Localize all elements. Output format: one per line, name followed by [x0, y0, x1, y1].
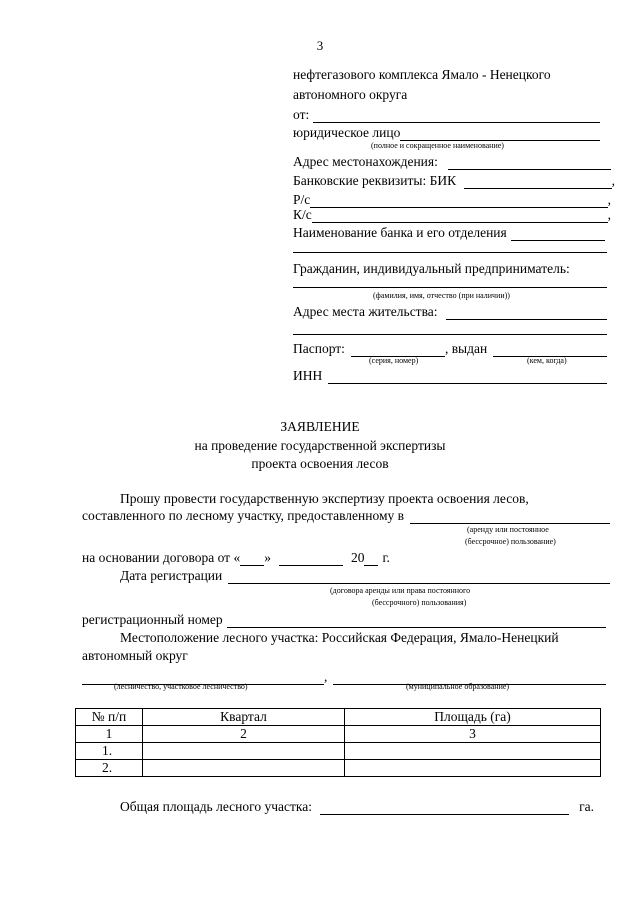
inn-row: [293, 366, 607, 384]
contract-row: [82, 548, 390, 566]
bank-name-line2[interactable]: [293, 252, 607, 253]
reg-date-label: Дата регистрации: [120, 568, 223, 583]
from-field[interactable]: [313, 109, 600, 123]
forestry-hint: (лесничество, участковое лесничество): [114, 682, 248, 691]
passport-label: Паспорт:: [293, 341, 345, 356]
table-cell: 1: [76, 726, 143, 743]
table-header-row: [76, 709, 601, 726]
table-cell-input[interactable]: [143, 743, 345, 760]
address-row: [293, 152, 611, 170]
total-area-field[interactable]: [320, 801, 569, 815]
ks-field[interactable]: [312, 209, 608, 223]
fio-hint: (фамилия, имя, отчество (при наличии)): [373, 291, 510, 300]
address-field[interactable]: [448, 156, 611, 170]
document-subtitle-line2: проекта освоения лесов: [251, 456, 389, 471]
page-number: 3: [316, 38, 324, 53]
col-area-header: Площадь (га): [345, 709, 601, 726]
legal-entity-field[interactable]: [400, 127, 600, 141]
contract-year-prefix: 20: [350, 550, 365, 565]
recipient-line2: автономного округа: [293, 87, 408, 102]
from-row: [293, 105, 600, 123]
request-line2-row: [82, 506, 610, 524]
lease-type-field[interactable]: [410, 510, 610, 524]
col-quarter-header: Квартал: [143, 709, 345, 726]
document-subtitle-line1: на проведение государственной экспертизы: [194, 438, 446, 453]
bank-name-label: Наименование банка и его отделения: [293, 225, 507, 240]
issued-label: , выдан: [444, 341, 488, 356]
rs-label: Р/с: [293, 192, 311, 207]
contract-label: на основании договора от «: [82, 550, 241, 565]
table-row: [76, 743, 601, 760]
total-area-unit: га.: [579, 799, 594, 814]
recipient-line1: нефтегазового комплекса Ямало - Ненецкого: [293, 67, 551, 82]
reg-date-row: [120, 566, 610, 584]
bank-name-row: [293, 223, 605, 241]
reg-number-label: регистрационный номер: [82, 612, 223, 627]
table-cell: 2.: [76, 760, 143, 777]
col-number-header: № п/п: [76, 709, 143, 726]
residence-label: Адрес места жительства:: [293, 304, 438, 319]
issued-hint: (кем, когда): [527, 356, 567, 365]
lease-hint1: (аренду или постоянное: [467, 525, 549, 534]
residence-line2[interactable]: [293, 334, 607, 335]
bank-name-field[interactable]: [511, 227, 605, 241]
total-area-row: [120, 797, 594, 815]
legal-entity-label: юридическое лицо: [293, 125, 401, 140]
fio-field[interactable]: [293, 287, 607, 288]
location-line2: автономный округ: [82, 648, 188, 663]
issued-by-field[interactable]: [493, 343, 607, 357]
contract-year-field[interactable]: [364, 552, 378, 566]
legal-entity-row: [293, 123, 600, 141]
table-cell: 2: [143, 726, 345, 743]
reg-number-row: [82, 610, 606, 628]
contract-month-field[interactable]: [279, 552, 343, 566]
request-line1: Прошу провести государственную экспертизу проекта освоения лесов,: [120, 491, 529, 506]
table-cell: 1.: [76, 743, 143, 760]
table-cell: 3: [345, 726, 601, 743]
legal-entity-hint: (полное и сокращенное наименование): [371, 141, 504, 150]
citizen-label: Гражданин, индивидуальный предприниматель:: [293, 261, 570, 276]
table-cell-input[interactable]: [143, 760, 345, 777]
table-row: [76, 726, 601, 743]
reg-hint2: (бессрочного) пользования): [372, 598, 467, 607]
total-area-label: Общая площадь лесного участка:: [120, 799, 312, 814]
ks-row: К/с ,: [293, 207, 611, 222]
plots-table: [75, 708, 601, 777]
inn-label: ИНН: [293, 368, 323, 383]
bik-field[interactable]: [464, 175, 612, 189]
request-line2: составленного по лесному участку, предоставленному в: [82, 508, 405, 523]
reg-hint1: (договора аренды или права постоянного: [330, 586, 471, 595]
passport-row: [293, 339, 607, 357]
contract-day-field[interactable]: [240, 552, 264, 566]
reg-date-field[interactable]: [228, 570, 610, 584]
from-label: от:: [293, 107, 310, 122]
contract-year-suffix: г.: [382, 550, 390, 565]
inn-field[interactable]: [328, 370, 607, 384]
ks-label: К/с: [293, 207, 312, 222]
contract-quote: »: [264, 550, 271, 565]
reg-number-field[interactable]: [227, 614, 606, 628]
table-cell-input[interactable]: [345, 743, 601, 760]
address-label: Адрес местонахождения:: [293, 154, 438, 169]
municipal-hint: (муниципальное образование): [406, 682, 510, 691]
residence-field[interactable]: [446, 306, 607, 320]
location-line1: Местоположение лесного участка: Российская Федерация, Ямало-Ненецкий: [120, 630, 559, 645]
document-title: ЗАЯВЛЕНИЕ: [280, 419, 360, 434]
table-row: [76, 760, 601, 777]
passport-series-field[interactable]: [351, 343, 445, 357]
bank-details-label: Банковские реквизиты: БИК: [293, 173, 457, 188]
bik-row: Банковские реквизиты: БИК ,: [293, 173, 615, 188]
table-cell-input[interactable]: [345, 760, 601, 777]
series-hint: (серия, номер): [369, 356, 419, 365]
rs-row: Р/с ,: [293, 192, 611, 207]
location-fields-row: ,: [82, 667, 606, 685]
residence-row: [293, 302, 607, 320]
lease-hint2: (бессрочное) пользование): [465, 537, 556, 546]
